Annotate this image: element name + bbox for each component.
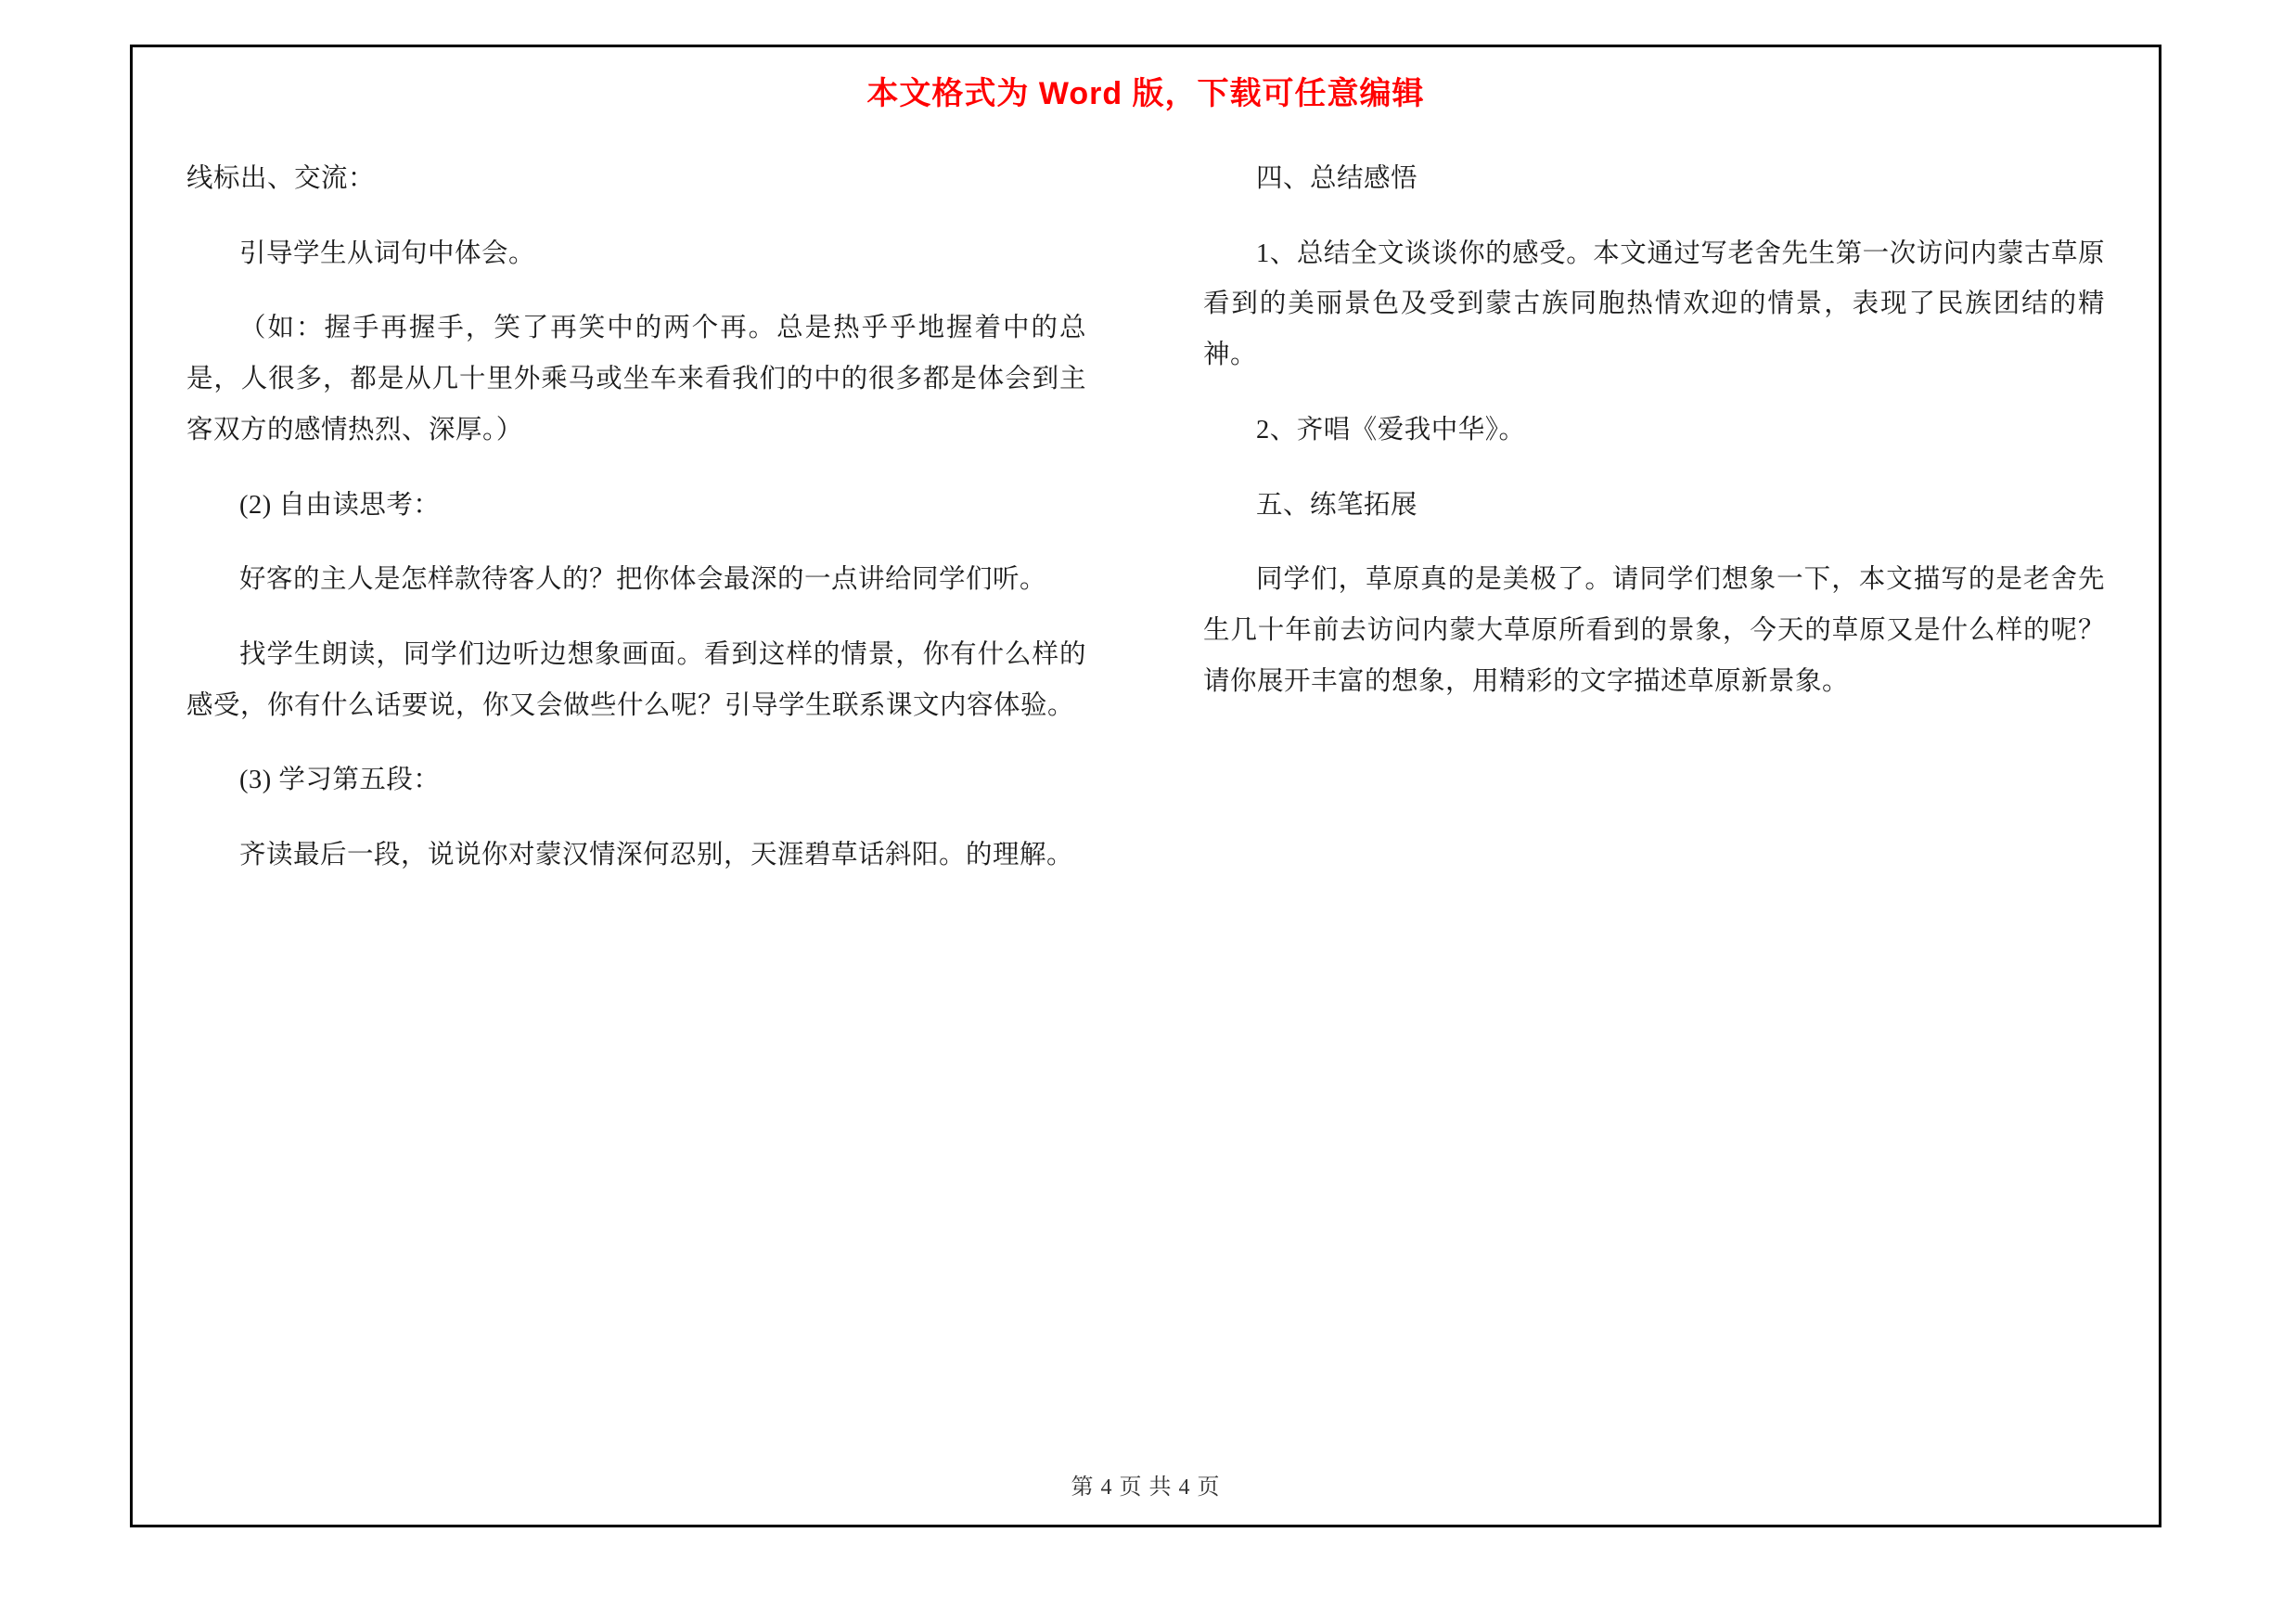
paragraph: 1、总结全文谈谈你的感受。本文通过写老舍先生第一次访问内蒙古草原看到的美丽景色及受到蒙古族同胞热情欢迎的情景，表现了民族团结的精神。 [1203,238,2105,370]
page-footer: 第 4 页 共 4 页 [1071,1475,1221,1500]
paragraph: 齐读最后一段，说说你对蒙汉情深何忍别，天涯碧草话斜阳。的理解。 [239,841,1074,870]
two-column-body [133,119,2159,1399]
section-heading: 五、练笔拓展 [1256,490,1418,520]
paragraph: 线标出、交流： [186,164,376,193]
paragraph: (3) 学习第五段： [239,766,441,795]
paragraph: (2) 自由读思考： [239,490,441,520]
paragraph: 好客的主人是怎样款待客人的？把你体会最深的一点讲给同学们听。 [239,565,1047,595]
document-page [130,45,2161,1527]
paragraph: 2、齐唱《爱我中华》。 [1256,415,1526,444]
paragraph: 同学们，草原真的是美极了。请同学们想象一下，本文描写的是老舍先生几十年前去访问内蒙大草原所看到的景象，今天的草原又是什么样的呢？请你展开丰富的想象，用精彩的文字描述草原新景象。 [1203,565,2105,696]
section-heading: 四、总结感悟 [1256,164,1418,193]
watermark-banner [133,47,2159,119]
paragraph: （如：握手再握手，笑了再笑中的两个再。总是热乎乎地握着中的总是，人很多，都是从几十里外乘马或坐车来看我们的中的很多都是体会到主客双方的感情热烈、深厚。） [186,314,1086,444]
right-column [1146,154,2105,1399]
paragraph: 找学生朗读，同学们边听边想象画面。看到这样的情景，你有什么样的感受，你有什么话要说，你又会做些什么呢？引导学生联系课文内容体验。 [186,640,1086,720]
left-column [186,154,1146,1399]
banner-text: 本文格式为 Word 版，下载可任意编辑 [866,76,1425,111]
paragraph: 引导学生从词句中体会。 [239,238,536,268]
